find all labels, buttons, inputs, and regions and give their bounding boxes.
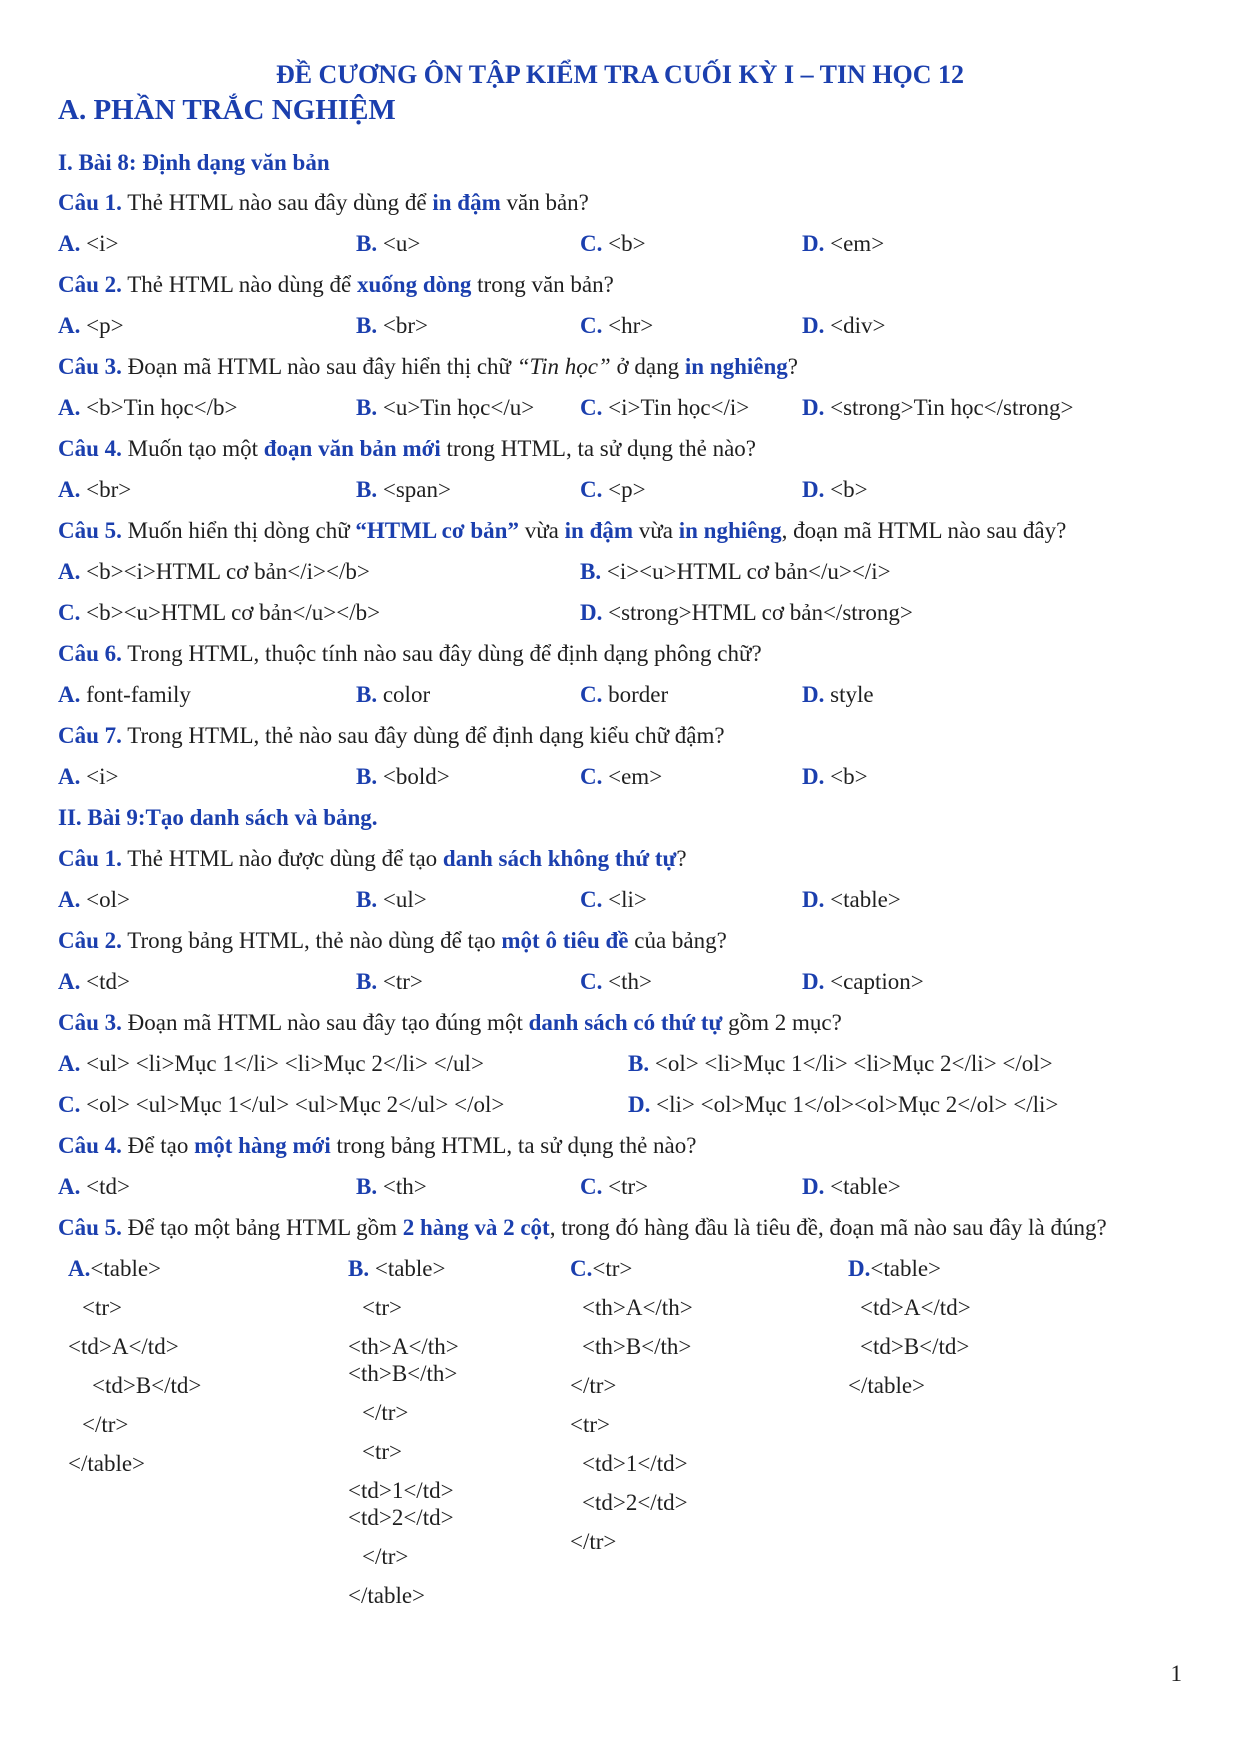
section-2-heading: II. Bài 9:Tạo danh sách và bảng. [58, 805, 378, 830]
s2-question-4: Câu 4. Để tạo một hàng mới trong bảng HTML, ta sử dụng thẻ nào? [58, 1133, 697, 1158]
s1-q2-options: A. <p> B. <br> C. <hr> D. <div> [58, 313, 886, 338]
s1-q4-options: A. <br> B. <span> C. <p> D. <b> [58, 477, 868, 502]
part-a-heading: A. PHẦN TRẮC NGHIỆM [58, 94, 396, 126]
document-page: ĐỀ CƯƠNG ÔN TẬP KIỂM TRA CUỐI KỲ I – TIN HỌC 12 A. PHẦN TRẮC NGHIỆM I. Bài 8: Định dạng văn bản Câu 1. Thẻ HTML nào sau đây dùng để in đậm văn bản? A. <i> B. <u> C. <b> D. <em> Câu 2. Thẻ HTML nào dùng để xuống dòng trong văn bản? A. <p> B. <br> C. <hr> D. <div> Câu 3. Đoạn mã HTML nào sau đây hiển thị chữ “Tin học” ở dạng in nghiêng? A. <b>Tin học</b> B. <u>Tin học</u> C. <i>Tin học</i> D. <strong>Tin học</strong> Câu 4. Muốn tạo một đoạn văn bản mới trong HTML, ta sử dụng thẻ nào? A. <br> B. <span> C. <p> D. <b> Câu 5. Muốn hiển thị dòng chữ “HTML cơ bản” vừa in đậm vừa in nghiêng, đoạn mã HTML nào sau đây? A. <b><i>HTML cơ bản</i></b> B. <i><u>HTML cơ bản</u></i> C. <b><u>HTML cơ bản</u></b> D. <strong>HTML cơ bản</strong> Câu 6. Trong HTML, thuộc tính nào sau đây dùng để định dạng phông chữ? A. font-family B. color C. border D. style Câu 7. Trong HTML, thẻ nào sau đây dùng để định dạng kiểu chữ đậm? A. <i> B. <bold> C. <em> D. <b> II. Bài 9:Tạo danh sách và bảng. Câu 1. Thẻ HTML nào được dùng để tạo danh sách không thứ tự? A. <ol> B. <ul> C. <li> D. <table> Câu 2. Trong bảng HTML, thẻ nào dùng để tạo một ô tiêu đề của bảng? A. <td> B. <tr> C. <th> D. <caption> Câu 3. Đoạn mã HTML nào sau đây tạo đúng một danh sách có thứ tự gồm 2 mục? A. <ul> <li>Mục 1</li> <li>Mục 2</li> </ul> B. <ol> <li>Mục 1</li> <li>Mục 2</li> </ol> C. <ol> <ul>Mục 1</ul> <ul>Mục 2</ul> </ol> D. <li> <ol>Mục 1</ol><ol>Mục 2</ol> </li> Câu 4. Để tạo một hàng mới trong bảng HTML, ta sử dụng thẻ nào? A. <td> B. <th> C. <tr> D. <table> Câu 5. Để tạo một bảng HTML gồm 2 hàng và 2 cột, trong đó hàng đầu là tiêu đề, đoạn mã nào sau đây là đúng? A.<table> <tr> <td>A</td> <td>B</td> </tr> </table> B. <table> <tr> <th>A</th> <th>B</th> </tr> <tr> <td>1</td> <td>2</td> </tr> </table> C.<tr> <th>A</th> <th>B</th> </tr> <tr> <td>1</td> <td>2</td> </tr> D.<table> <td>A</td> <td>B</td> </table> 1 [0, 0, 1240, 1755]
s2-q3-options-row1: A. <ul> <li>Mục 1</li> <li>Mục 2</li> </ul> B. <ol> <li>Mục 1</li> <li>Mục 2</li> </ol> [58, 1051, 1053, 1076]
s1-q6-options: A. font-family B. color C. border D. style [58, 682, 874, 707]
s2-question-1: Câu 1. Thẻ HTML nào được dùng để tạo danh sách không thứ tự? [58, 846, 687, 871]
s1-q5-options-row1: A. <b><i>HTML cơ bản</i></b> B. <i><u>HTML cơ bản</u></i> [58, 559, 891, 584]
s1-q3-options: A. <b>Tin học</b> B. <u>Tin học</u> C. <i>Tin học</i> D. <strong>Tin học</strong> [58, 395, 1074, 420]
s2-q2-options: A. <td> B. <tr> C. <th> D. <caption> [58, 969, 924, 994]
s1-question-3: Câu 3. Đoạn mã HTML nào sau đây hiển thị chữ “Tin học” ở dạng in nghiêng? [58, 354, 798, 379]
s2-q4-options: A. <td> B. <th> C. <tr> D. <table> [58, 1174, 901, 1199]
s1-q5-options-row2: C. <b><u>HTML cơ bản</u></b> D. <strong>HTML cơ bản</strong> [58, 600, 913, 625]
s1-q7-options: A. <i> B. <bold> C. <em> D. <b> [58, 764, 868, 789]
s1-question-5: Câu 5. Muốn hiển thị dòng chữ “HTML cơ bản” vừa in đậm vừa in nghiêng, đoạn mã HTML nào sau đây? [58, 518, 1067, 543]
s2-question-2: Câu 2. Trong bảng HTML, thẻ nào dùng để tạo một ô tiêu đề của bảng? [58, 928, 727, 953]
s1-question-6: Câu 6. Trong HTML, thuộc tính nào sau đây dùng để định dạng phông chữ? [58, 641, 762, 666]
s2-q3-options-row2: C. <ol> <ul>Mục 1</ul> <ul>Mục 2</ul> </ol> D. <li> <ol>Mục 1</ol><ol>Mục 2</ol> </li> [58, 1092, 1059, 1117]
s1-question-7: Câu 7. Trong HTML, thẻ nào sau đây dùng để định dạng kiểu chữ đậm? [58, 723, 725, 748]
page-number: 1 [1170, 1661, 1182, 1686]
s2-question-5: Câu 5. Để tạo một bảng HTML gồm 2 hàng và 2 cột, trong đó hàng đầu là tiêu đề, đoạn mã nào sau đây là đúng? [58, 1215, 1107, 1240]
s1-question-1: Câu 1. Thẻ HTML nào sau đây dùng để in đậm văn bản? [58, 190, 589, 215]
s1-question-2: Câu 2. Thẻ HTML nào dùng để xuống dòng trong văn bản? [58, 272, 614, 297]
s2-q1-options: A. <ol> B. <ul> C. <li> D. <table> [58, 887, 901, 912]
document-title: ĐỀ CƯƠNG ÔN TẬP KIỂM TRA CUỐI KỲ I – TIN HỌC 12 [275, 60, 965, 89]
s1-q1-options: A. <i> B. <u> C. <b> D. <em> [58, 231, 885, 256]
section-1-heading: I. Bài 8: Định dạng văn bản [58, 150, 330, 175]
s2-question-3: Câu 3. Đoạn mã HTML nào sau đây tạo đúng một danh sách có thứ tự gồm 2 mục? [58, 1010, 842, 1035]
s1-question-4: Câu 4. Muốn tạo một đoạn văn bản mới trong HTML, ta sử dụng thẻ nào? [58, 436, 756, 461]
